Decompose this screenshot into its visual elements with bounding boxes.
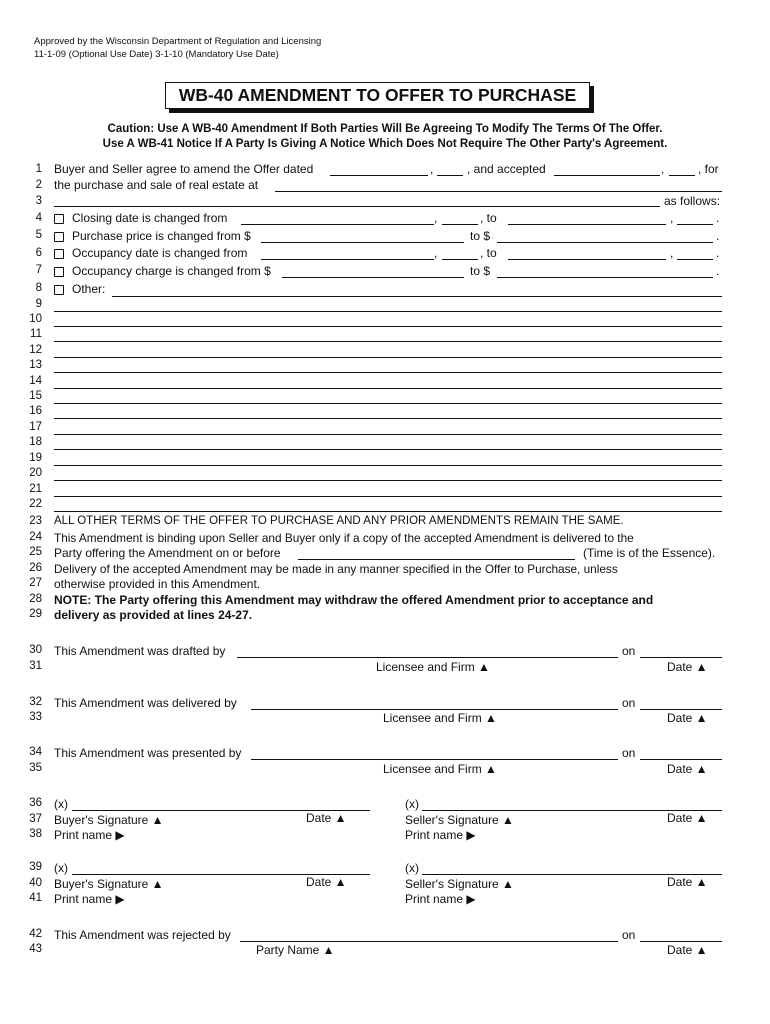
line-number: 18	[29, 436, 42, 448]
buyer1-print-name: Print name ▶	[54, 828, 125, 842]
line-number: 8	[35, 282, 42, 294]
closing-checkbox[interactable]	[54, 214, 64, 224]
line-number: 15	[29, 390, 42, 402]
line-number: 6	[35, 247, 42, 259]
other-continuation-line[interactable]	[54, 480, 722, 481]
presented-date-field[interactable]	[640, 759, 722, 760]
closing-comma: ,	[434, 211, 438, 225]
charge-to: to $	[470, 264, 491, 278]
presented-on: on	[622, 746, 636, 760]
occupancy-comma-2: ,	[670, 246, 674, 260]
other-continuation-line[interactable]	[54, 511, 722, 512]
closing-comma-2: ,	[670, 211, 674, 225]
offer-year-field[interactable]	[437, 175, 463, 176]
l1-comma-2: ,	[661, 162, 665, 176]
line-number: 21	[29, 483, 42, 495]
other-continuation-line[interactable]	[54, 403, 722, 404]
delivered-date-caption: Date ▲	[667, 711, 708, 725]
line-number: 25	[29, 546, 42, 558]
caution-line-1: Caution: Use A WB-40 Amendment If Both Parties Will Be Agreeing To Modify The Terms Of The Offer.	[107, 123, 663, 135]
closing-to: , to	[480, 211, 497, 225]
line-number: 40	[29, 877, 42, 889]
charge-period: .	[716, 264, 720, 278]
closing-period: .	[716, 211, 720, 225]
delivery-deadline-field[interactable]	[298, 559, 575, 560]
line-number: 33	[29, 711, 42, 723]
occupancy-comma: ,	[434, 246, 438, 260]
other-label: Other:	[72, 282, 106, 296]
l23-text: ALL OTHER TERMS OF THE OFFER TO PURCHASE AND ANY PRIOR AMENDMENTS REMAIN THE SAME.	[54, 515, 624, 527]
buyer2-print-name: Print name ▶	[54, 892, 125, 906]
occupancy-charge-label: Occupancy charge is changed from $	[72, 264, 271, 278]
l29-text: delivery as provided at lines 24-27.	[54, 608, 253, 622]
line-number: 19	[29, 452, 42, 464]
occupancy-to-year-field[interactable]	[677, 259, 713, 260]
line-number: 43	[29, 943, 42, 955]
other-continuation-line[interactable]	[54, 434, 722, 435]
line-number: 32	[29, 696, 42, 708]
buyer1-date-caption: Date ▲	[306, 811, 347, 825]
delivered-by-field[interactable]	[251, 709, 618, 710]
line-number: 35	[29, 762, 42, 774]
drafted-date-field[interactable]	[640, 657, 722, 658]
buyer2-x: (x)	[54, 861, 68, 875]
line-number: 37	[29, 813, 42, 825]
line-number: 22	[29, 498, 42, 510]
line-number: 14	[29, 375, 42, 387]
l1-text-a: Buyer and Seller agree to amend the Offer dated	[54, 162, 314, 176]
line-number: 36	[29, 797, 42, 809]
line-number: 3	[35, 195, 42, 207]
l1-text-b: , and accepted	[467, 162, 546, 176]
seller2-x: (x)	[405, 861, 419, 875]
buyer1-sig-caption: Buyer's Signature ▲	[54, 813, 164, 827]
offer-date-field[interactable]	[330, 175, 428, 176]
line-number: 28	[29, 593, 42, 605]
closing-from-field[interactable]	[241, 224, 434, 225]
price-to: to $	[470, 229, 491, 243]
presented-licensee-caption: Licensee and Firm ▲	[383, 762, 497, 776]
line-number: 5	[35, 229, 42, 241]
occupancy-to: , to	[480, 246, 497, 260]
line-number: 42	[29, 928, 42, 940]
approval-text: Approved by the Wisconsin Department of Regulation and Licensing	[34, 36, 322, 47]
rejected-on: on	[622, 928, 636, 942]
other-continuation-line[interactable]	[54, 449, 722, 450]
line-number: 38	[29, 828, 42, 840]
closing-to-year-field[interactable]	[677, 224, 713, 225]
charge-to-field[interactable]	[497, 277, 713, 278]
occupancy-date-label: Occupancy date is changed from	[72, 246, 248, 260]
presented-by-field[interactable]	[251, 759, 618, 760]
l1-comma: ,	[430, 162, 434, 176]
presented-label: This Amendment was presented by	[54, 746, 242, 760]
price-to-field[interactable]	[497, 242, 713, 243]
rejected-date-field[interactable]	[640, 941, 722, 942]
rejected-party-caption: Party Name ▲	[256, 943, 335, 957]
other-continuation-line[interactable]	[54, 465, 722, 466]
occupancy-period: .	[716, 246, 720, 260]
other-continuation-line[interactable]	[54, 326, 722, 327]
seller1-date-caption: Date ▲	[667, 811, 708, 825]
rejected-date-caption: Date ▲	[667, 943, 708, 957]
line-number: 41	[29, 892, 42, 904]
other-continuation-line[interactable]	[54, 372, 722, 373]
property-address-field[interactable]	[275, 191, 722, 192]
accepted-date-field[interactable]	[554, 175, 660, 176]
buyer2-sig-caption: Buyer's Signature ▲	[54, 877, 164, 891]
drafted-by-field[interactable]	[237, 657, 618, 658]
delivered-on: on	[622, 696, 636, 710]
accepted-year-field[interactable]	[669, 175, 695, 176]
other-continuation-line[interactable]	[54, 496, 722, 497]
l2-text: the purchase and sale of real estate at	[54, 178, 259, 192]
charge-from-field[interactable]	[282, 277, 464, 278]
seller1-x: (x)	[405, 797, 419, 811]
page-title: WB-40 AMENDMENT TO OFFER TO PURCHASE	[178, 85, 577, 105]
line-number: 24	[29, 531, 42, 543]
l26-text: Delivery of the accepted Amendment may be made in any manner specified in the Offer to Purchase, unless	[54, 562, 618, 576]
drafted-on: on	[622, 644, 636, 658]
other-continuation-line[interactable]	[54, 357, 722, 358]
property-address-field-2[interactable]	[54, 206, 660, 207]
l1-text-c: , for	[698, 162, 719, 176]
occupancy-from-year-field[interactable]	[442, 259, 478, 260]
title-box	[165, 82, 590, 109]
drafted-date-caption: Date ▲	[667, 660, 708, 674]
closing-label: Closing date is changed from	[72, 211, 228, 225]
other-continuation-line[interactable]	[54, 311, 722, 312]
occupancy-charge-checkbox[interactable]	[54, 267, 64, 277]
price-checkbox[interactable]	[54, 232, 64, 242]
seller1-print-name: Print name ▶	[405, 828, 476, 842]
price-from-field[interactable]	[261, 242, 464, 243]
l3-text: as follows:	[664, 194, 721, 208]
line-number: 2	[35, 179, 42, 191]
line-number: 29	[29, 608, 42, 620]
line-number: 34	[29, 746, 42, 758]
line-number: 11	[30, 328, 42, 340]
seller2-print-name: Print name ▶	[405, 892, 476, 906]
other-continuation-line[interactable]	[54, 341, 722, 342]
line-number: 12	[29, 344, 42, 356]
drafted-licensee-caption: Licensee and Firm ▲	[376, 660, 490, 674]
price-label: Purchase price is changed from $	[72, 229, 251, 243]
other-continuation-line[interactable]	[54, 418, 722, 419]
line-number: 13	[29, 359, 42, 371]
other-checkbox[interactable]	[54, 285, 64, 295]
line-number: 30	[29, 644, 42, 656]
line-number: 23	[29, 515, 42, 527]
use-dates-text: 11-1-09 (Optional Use Date) 3-1-10 (Mandatory Use Date)	[34, 49, 279, 60]
line-number: 10	[29, 313, 42, 325]
seller2-date-caption: Date ▲	[667, 875, 708, 889]
l27-text: otherwise provided in this Amendment.	[54, 577, 261, 591]
occupancy-from-field[interactable]	[261, 259, 434, 260]
price-period: .	[716, 229, 720, 243]
l25-text-b: (Time is of the Essence).	[583, 546, 716, 560]
caution-line-2: Use A WB-41 Notice If A Party Is Giving A Notice Which Does Not Require The Other Party's Agreement.	[102, 138, 668, 150]
rejected-by-field[interactable]	[240, 941, 618, 942]
line-number: 16	[29, 405, 42, 417]
other-field[interactable]	[112, 296, 722, 297]
delivered-label: This Amendment was delivered by	[54, 696, 237, 710]
line-number: 39	[29, 861, 42, 873]
closing-from-year-field[interactable]	[442, 224, 478, 225]
line-number: 17	[29, 421, 42, 433]
closing-to-field[interactable]	[508, 224, 666, 225]
rejected-label: This Amendment was rejected by	[54, 928, 231, 942]
line-number: 7	[35, 264, 42, 276]
delivered-date-field[interactable]	[640, 709, 722, 710]
delivered-licensee-caption: Licensee and Firm ▲	[383, 711, 497, 725]
drafted-label: This Amendment was drafted by	[54, 644, 226, 658]
line-number: 1	[35, 163, 42, 175]
other-continuation-line[interactable]	[54, 388, 722, 389]
l24-text: This Amendment is binding upon Seller and Buyer only if a copy of the accepted Amendment is delivered to the	[54, 531, 634, 545]
line-number: 20	[29, 467, 42, 479]
buyer2-date-caption: Date ▲	[306, 875, 347, 889]
line-number: 31	[29, 660, 42, 672]
l25-text-a: Party offering the Amendment on or before	[54, 546, 281, 560]
buyer1-x: (x)	[54, 797, 68, 811]
line-number: 27	[29, 577, 42, 589]
seller2-sig-caption: Seller's Signature ▲	[405, 877, 514, 891]
seller1-sig-caption: Seller's Signature ▲	[405, 813, 514, 827]
line-number: 4	[35, 212, 42, 224]
presented-date-caption: Date ▲	[667, 762, 708, 776]
occupancy-to-field[interactable]	[508, 259, 666, 260]
l28-text: NOTE: The Party offering this Amendment may withdraw the offered Amendment prior to acceptance and	[54, 593, 654, 607]
line-number: 26	[29, 562, 42, 574]
occupancy-date-checkbox[interactable]	[54, 249, 64, 259]
line-number: 9	[35, 298, 42, 310]
